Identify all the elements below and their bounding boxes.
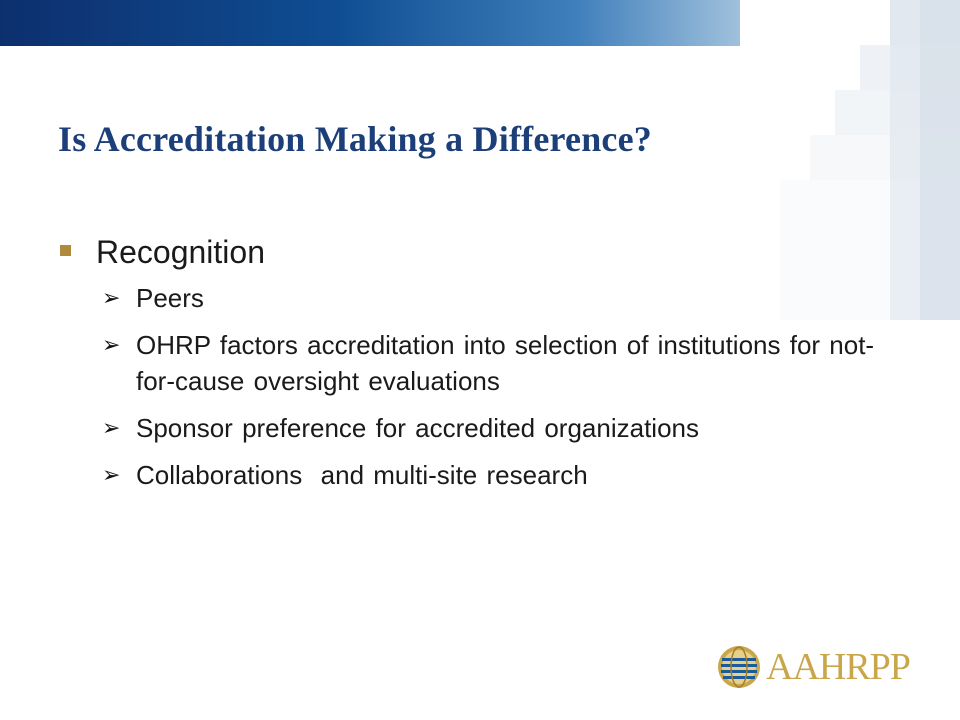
slide-title: Is Accreditation Making a Difference? <box>58 119 652 159</box>
sub-bullet-text: OHRP factors accreditation into selection of institutions for not-for-cause oversight evaluations <box>136 330 875 396</box>
arrowhead-bullet-icon: ➢ <box>102 462 121 487</box>
square-bullet-icon <box>60 230 96 256</box>
bullet-recognition <box>60 230 880 274</box>
sub-bullet-list <box>60 280 880 493</box>
sub-bullet-item <box>102 280 880 316</box>
sub-bullet-item <box>102 327 880 399</box>
arrowhead-bullet-icon: ➢ <box>102 415 121 440</box>
arrowhead-bullet-icon: ➢ <box>102 332 121 357</box>
sub-bullet-item <box>102 410 880 446</box>
logo-text: AAHRPP <box>766 646 910 688</box>
bullet-label: Recognition <box>96 234 265 270</box>
globe-logo-icon <box>716 644 762 690</box>
sub-bullet-item <box>102 457 880 493</box>
sub-bullet-text: Sponsor preference for accredited organizations <box>136 413 699 443</box>
bullet-list <box>60 230 880 504</box>
aahrpp-logo <box>716 644 910 690</box>
sub-bullet-text: Peers <box>136 283 204 313</box>
arrowhead-bullet-icon: ➢ <box>102 285 121 310</box>
sub-bullet-text: Collaborations and multi-site research <box>136 460 588 490</box>
